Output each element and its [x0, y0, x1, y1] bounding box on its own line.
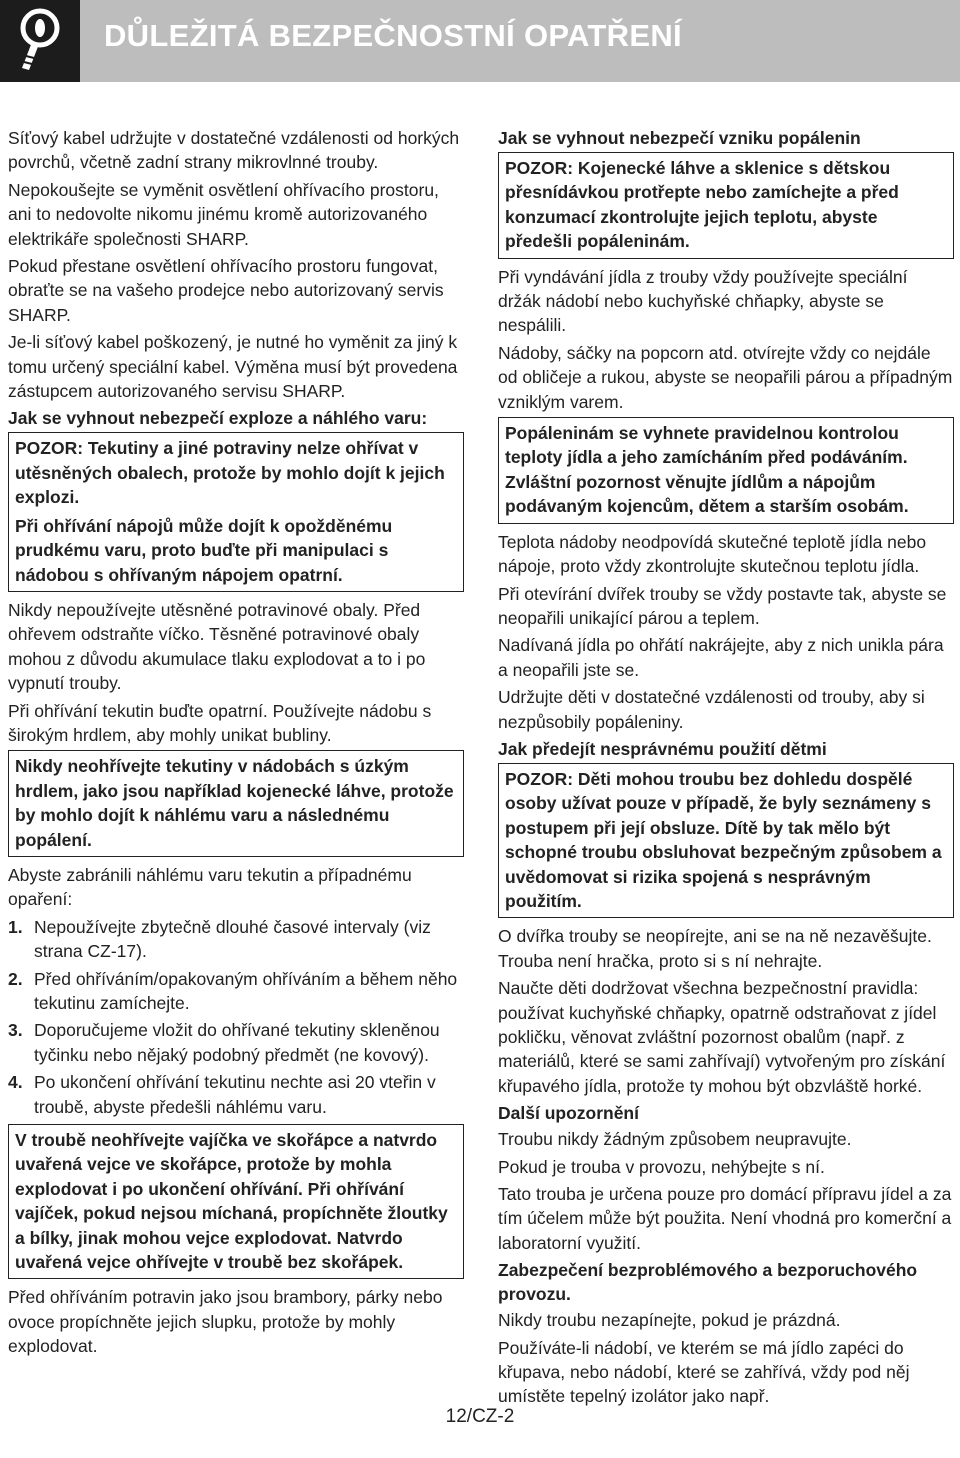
warning-text: Nikdy neohřívejte tekutiny v nádobách s úzkým hrdlem, jako jsou například kojenecké láhve, protože by mohlo dojít k náhlému varu a následnému popálení. [15, 756, 454, 850]
paragraph: Abyste zabránili náhlému varu tekutin a případnému opaření: [8, 864, 412, 910]
step-text: Doporučujeme vložit do ohřívané tekutiny skleněnou tyčinku nebo nějaký podobný předmět (ne kovový). [34, 1020, 440, 1065]
warning-text: POZOR: Tekutiny a jiné potraviny nelze ohřívat v utěsněných obalech, protože by mohlo dojít k jejich explozi. [15, 438, 445, 508]
warning-text: POZOR: Kojenecké láhve a sklenice s dětskou přesnídávkou protřepte nebo zamíchejte a před konzumací zkontrolujte jejich teplotu, abyste předešli popáleninám. [505, 158, 899, 252]
left-column [8, 126, 464, 1362]
list-item [8, 915, 464, 964]
section-heading-explosion: Jak se vyhnout nebezpečí exploze a náhlého varu: [8, 408, 428, 429]
warning-box [498, 763, 954, 918]
key-icon-badge [0, 0, 80, 82]
paragraph: Nepokoušejte se vyměnit osvětlení ohřívacího prostoru, ani to nedovolte nikomu jinému kromě autorizovaného elektrikáře společnosti SHARP. [8, 179, 439, 249]
key-icon [10, 6, 66, 76]
list-item [8, 967, 464, 1016]
paragraph: O dvířka trouby se neopírejte, ani se na ně nezavěšujte. Trouba není hračka, proto si s ní nehrajte. [498, 926, 932, 971]
paragraph: Je-li síťový kabel poškozený, je nutné ho vyměnit za jiný k tomu určený speciální kabel. Výměna musí být provedena zástupcem autorizovaného servisu SHARP. [8, 332, 458, 402]
list-item [8, 1018, 464, 1067]
step-number: 3. [8, 1020, 23, 1041]
paragraph: Pokud přestane osvětlení ohřívacího prostoru fungovat, obraťte se na vašeho prodejce nebo autorizovaný servis SHARP. [8, 256, 444, 325]
section-heading-burns: Jak se vyhnout nebezpečí vzniku popálenin [498, 128, 861, 148]
warning-box [498, 417, 954, 524]
section-heading-operation: Zabezpečení bezproblémového a bezporuchového provozu. [498, 1260, 918, 1305]
warning-text: V troubě neohřívejte vajíčka ve skořápce a natvrdo uvařená vejce ve skořápce, protože by mohla explodovat i po ukončení ohřívání. Při ohřívání vajíček, pokud nejsou míchaná, propíchněte žloutky a bílky, jinak mohou vejce explodovat. Natvrdo uvařená vejce ohřívejte v troubě bez skořápek. [15, 1130, 448, 1273]
paragraph: Při otevírání dvířek trouby se vždy postavte tak, abyste se neopařili unikající párou a teplem. [498, 583, 947, 628]
paragraph: Tato trouba je určena pouze pro domácí přípravu jídel a za tím účelem může být použita. Není vhodná pro komerční a laboratorní využití. [498, 1184, 952, 1253]
paragraph: Nadívaná jídla po ohřátí nakrájejte, aby z nich unikla pára a neopařili jste se. [498, 635, 944, 680]
step-number: 1. [8, 916, 23, 937]
steps-list [8, 915, 464, 1119]
paragraph: Nádoby, sáčky na popcorn atd. otvírejte vždy co nejdále od obličeje a rukou, abyste se neopařili párou a případným vzniklým varem. [498, 342, 953, 412]
warning-box [8, 750, 464, 857]
warning-text: POZOR: Děti mohou troubu bez dohledu dospělé osoby užívat pouze v případě, že byly seznámeny s postupem při její obsluze. Dítě by tak mělo být schopné troubu obsluhovat bezpečným způsobem a uvědomovat si rizika spojená s nesprávným použitím. [505, 768, 942, 911]
step-number: 2. [8, 968, 23, 989]
page-title: DŮLEŽITÁ BEZPEČNOSTNÍ OPATŘENÍ [104, 18, 682, 53]
paragraph: Troubu nikdy žádným způsobem neupravujte. [498, 1129, 852, 1150]
step-number: 4. [8, 1072, 23, 1093]
warning-text: Při ohřívání nápojů může dojít k opožděnému prudkému varu, proto buďte při manipulaci s nádobou s ohřívaným nápojem opatrní. [15, 515, 393, 585]
paragraph: Při vyndávání jídla z trouby vždy používejte speciální držák nádobí nebo kuchyňské chňapky, abyste se nespálili. [498, 266, 908, 336]
paragraph: Při ohřívání tekutin buďte opatrní. Používejte nádobu s širokým hrdlem, aby mohly unikat bubliny. [8, 700, 432, 745]
paragraph: Udržujte děti v dostatečné vzdálenosti od trouby, aby si nezpůsobily popáleniny. [498, 687, 925, 732]
paragraph: Teplota nádoby neodpovídá skutečné teplotě jídla nebo nápoje, proto vždy zkontrolujte skutečnou teplotu jídla. [498, 531, 927, 577]
paragraph: Používáte-li nádobí, ve kterém se má jídlo zapéci do křupava, nebo nádobí, které se zahřívá, vždy pod něj umístěte tepelný izolátor jako např. [498, 1337, 910, 1407]
paragraph: Pokud je trouba v provozu, nehýbejte s ní. [498, 1156, 825, 1177]
paragraph: Nikdy nepoužívejte utěsněné potravinové obaly. Před ohřevem odstraňte víčko. Těsněné potravinové obaly mohou z důvodu akumulace tlaku explodovat a to i po vypnutí trouby. [8, 599, 426, 694]
step-text: Před ohříváním/opakovaným ohříváním a během něho tekutinu zamíchejte. [34, 968, 458, 1013]
paragraph: Síťový kabel udržujte v dostatečné vzdálenosti od horkých povrchů, včetně zadní strany mikrovlnné trouby. [8, 128, 460, 173]
page-number: 12/CZ-2 [445, 1406, 515, 1427]
paragraph: Nikdy troubu nezapínejte, pokud je prázdná. [498, 1310, 841, 1331]
section-heading-other: Další upozornění [498, 1103, 639, 1124]
warning-text: Popáleninám se vyhnete pravidelnou kontrolou teploty jídla a jeho zamícháním před podáváním. Zvláštní pozornost věnujte jídlům a nápojům podávaným kojencům, dětem a starším osobám. [505, 423, 909, 517]
warning-box [8, 1124, 464, 1279]
warning-box [498, 152, 954, 259]
right-column [498, 126, 954, 1412]
paragraph: Naučte děti dodržovat všechna bezpečnostní pravidla: používat kuchyňské chňapky, opatrně odstraňovat z jídel pokličku, věnovat zvláštní pozornost obalům (např. z materiálů, které se sami zahřívají) vytvořeným pro získání křupavého jídla, protože ty mohou být obzvláště horké. [498, 978, 946, 1096]
list-item [8, 1070, 464, 1119]
warning-box [8, 432, 464, 591]
section-heading-children: Jak předejít nesprávnému použití dětmi [498, 738, 827, 759]
step-text: Nepoužívejte zbytečně dlouhé časové intervaly (viz strana CZ-17). [34, 916, 431, 962]
paragraph: Před ohříváním potravin jako jsou brambory, párky nebo ovoce propíchněte jejich slupku, protože by mohly explodovat. [8, 1287, 443, 1357]
step-text: Po ukončení ohřívání tekutinu nechte asi 20 vteřin v troubě, abyste předešli náhlému varu. [34, 1072, 436, 1117]
header-banner [0, 0, 960, 82]
